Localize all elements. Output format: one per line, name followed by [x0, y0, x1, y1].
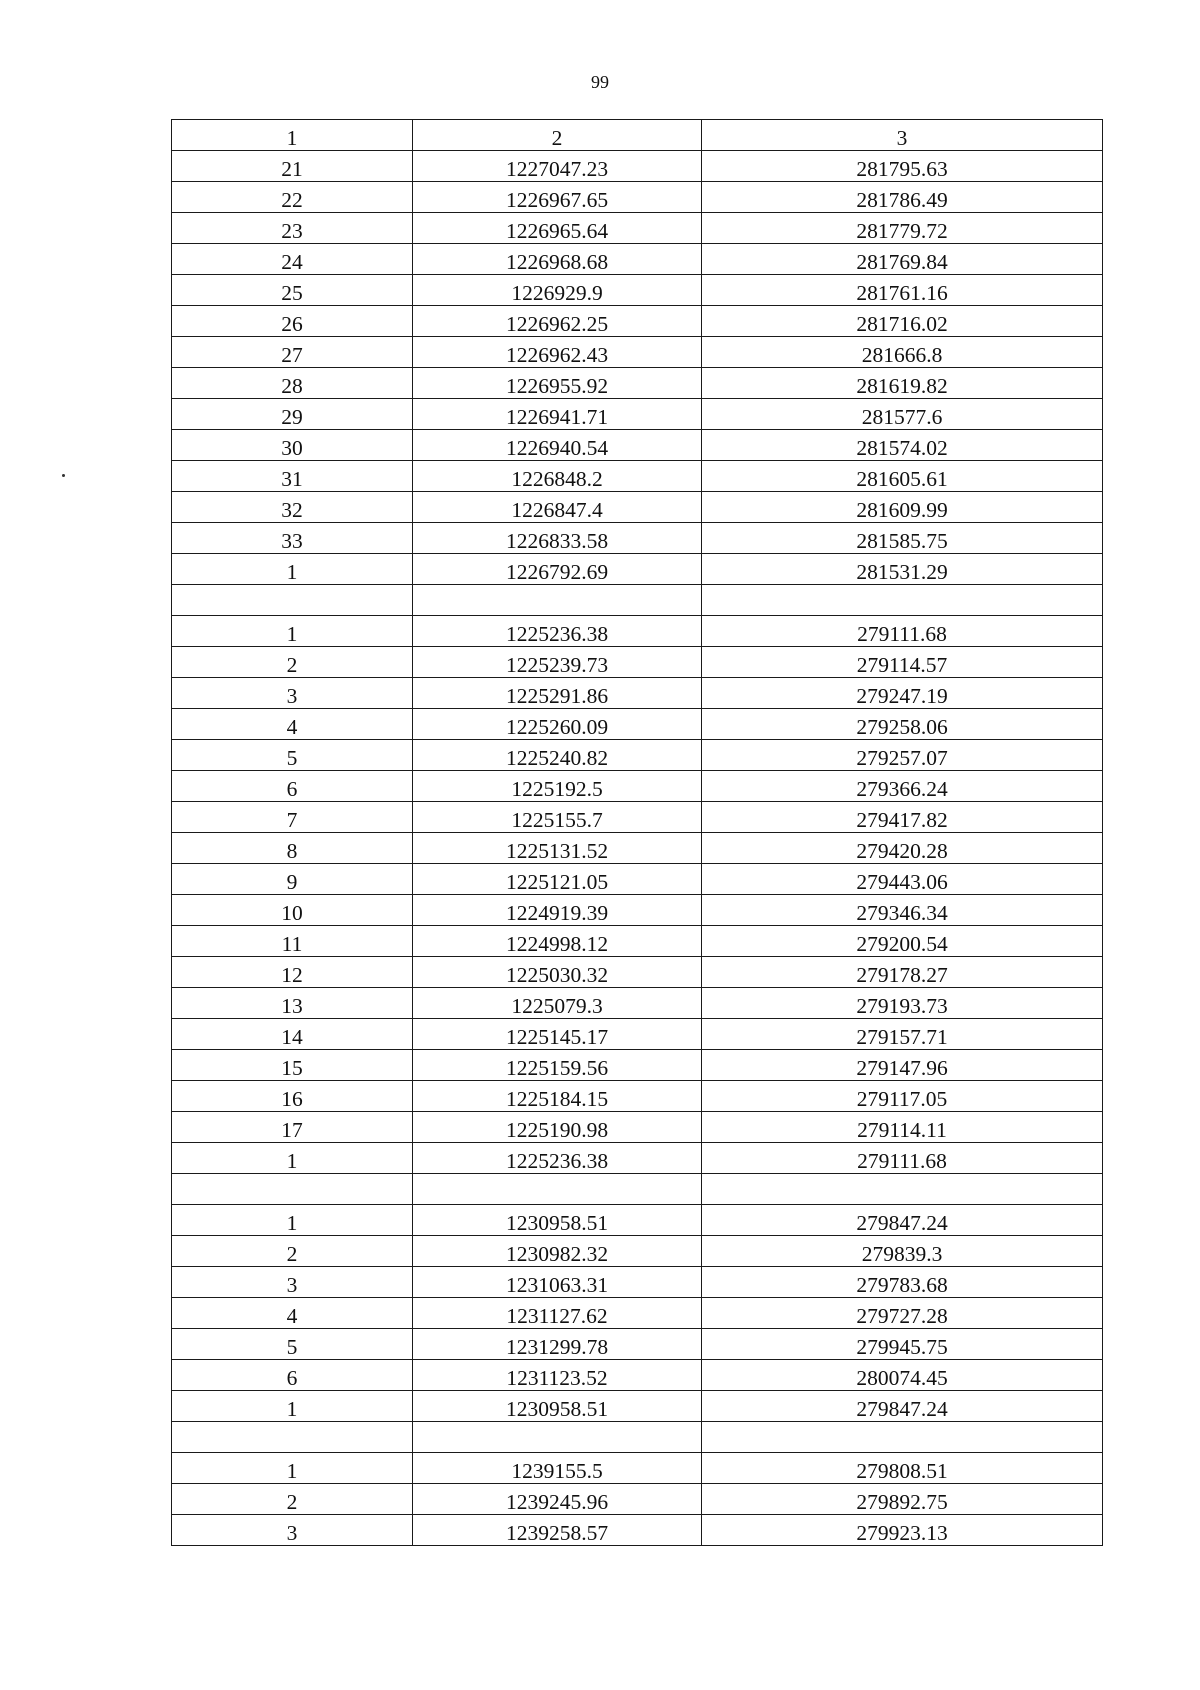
point-number-cell: 14	[172, 1019, 413, 1050]
table-row	[172, 1019, 1103, 1050]
point-number-cell: 24	[172, 244, 413, 275]
x-coordinate-cell: 1226847.4	[413, 492, 702, 523]
x-coordinate-cell: 1227047.23	[413, 151, 702, 182]
point-number-cell: 28	[172, 368, 413, 399]
point-number-cell: 23	[172, 213, 413, 244]
x-coordinate-cell: 1230958.51	[413, 1205, 702, 1236]
y-coordinate-cell	[702, 585, 1103, 616]
table-row	[172, 1267, 1103, 1298]
point-number-cell: 1	[172, 1453, 413, 1484]
x-coordinate-cell: 1231299.78	[413, 1329, 702, 1360]
x-coordinate-cell: 1226955.92	[413, 368, 702, 399]
table-row	[172, 1453, 1103, 1484]
y-coordinate-cell: 279346.34	[702, 895, 1103, 926]
x-coordinate-cell: 1226929.9	[413, 275, 702, 306]
point-number-cell: 27	[172, 337, 413, 368]
point-number-cell: 3	[172, 678, 413, 709]
y-coordinate-cell: 279111.68	[702, 1143, 1103, 1174]
x-coordinate-cell: 1230982.32	[413, 1236, 702, 1267]
y-coordinate-cell: 279157.71	[702, 1019, 1103, 1050]
point-number-cell: 3	[172, 1267, 413, 1298]
table-row	[172, 151, 1103, 182]
x-coordinate-cell: 1225190.98	[413, 1112, 702, 1143]
y-coordinate-cell: 279117.05	[702, 1081, 1103, 1112]
table-body	[172, 151, 1103, 1546]
point-number-cell: 6	[172, 1360, 413, 1391]
point-number-cell: 9	[172, 864, 413, 895]
x-coordinate-cell: 1226968.68	[413, 244, 702, 275]
x-coordinate-cell: 1231127.62	[413, 1298, 702, 1329]
y-coordinate-cell: 281605.61	[702, 461, 1103, 492]
table-row	[172, 337, 1103, 368]
x-coordinate-cell: 1225030.32	[413, 957, 702, 988]
y-coordinate-cell: 281795.63	[702, 151, 1103, 182]
y-coordinate-cell: 281574.02	[702, 430, 1103, 461]
point-number-cell: 11	[172, 926, 413, 957]
x-coordinate-cell: 1226941.71	[413, 399, 702, 430]
y-coordinate-cell: 279114.11	[702, 1112, 1103, 1143]
table-row	[172, 678, 1103, 709]
point-number-cell: 1	[172, 554, 413, 585]
y-coordinate-cell: 281531.29	[702, 554, 1103, 585]
table-row	[172, 182, 1103, 213]
table-row	[172, 709, 1103, 740]
x-coordinate-cell: 1225121.05	[413, 864, 702, 895]
table-row	[172, 1298, 1103, 1329]
x-coordinate-cell: 1226940.54	[413, 430, 702, 461]
table-row	[172, 988, 1103, 1019]
point-number-cell: 4	[172, 709, 413, 740]
table-row	[172, 740, 1103, 771]
table-header-row	[172, 120, 1103, 151]
y-coordinate-cell: 279420.28	[702, 833, 1103, 864]
table-row	[172, 1236, 1103, 1267]
point-number-cell: 7	[172, 802, 413, 833]
y-coordinate-cell	[702, 1174, 1103, 1205]
x-coordinate-cell: 1225240.82	[413, 740, 702, 771]
table-row	[172, 244, 1103, 275]
point-number-cell	[172, 1422, 413, 1453]
y-coordinate-cell: 279193.73	[702, 988, 1103, 1019]
y-coordinate-cell: 281779.72	[702, 213, 1103, 244]
table-row	[172, 1391, 1103, 1422]
table-row	[172, 957, 1103, 988]
table-row	[172, 306, 1103, 337]
table-row	[172, 864, 1103, 895]
y-coordinate-cell: 279178.27	[702, 957, 1103, 988]
point-number-cell: 1	[172, 1143, 413, 1174]
x-coordinate-cell: 1230958.51	[413, 1391, 702, 1422]
x-coordinate-cell: 1225192.5	[413, 771, 702, 802]
x-coordinate-cell: 1225159.56	[413, 1050, 702, 1081]
point-number-cell: 2	[172, 1484, 413, 1515]
y-coordinate-cell: 281786.49	[702, 182, 1103, 213]
point-number-cell: 13	[172, 988, 413, 1019]
y-coordinate-cell: 279892.75	[702, 1484, 1103, 1515]
point-number-cell: 3	[172, 1515, 413, 1546]
table-row	[172, 399, 1103, 430]
point-number-cell: 12	[172, 957, 413, 988]
x-coordinate-cell: 1225260.09	[413, 709, 702, 740]
table-row	[172, 1329, 1103, 1360]
point-number-cell: 33	[172, 523, 413, 554]
point-number-cell: 17	[172, 1112, 413, 1143]
table-row	[172, 926, 1103, 957]
y-coordinate-cell: 279417.82	[702, 802, 1103, 833]
y-coordinate-cell: 279727.28	[702, 1298, 1103, 1329]
x-coordinate-cell: 1226792.69	[413, 554, 702, 585]
y-coordinate-cell: 281761.16	[702, 275, 1103, 306]
x-coordinate-cell: 1225236.38	[413, 1143, 702, 1174]
table-row	[172, 1143, 1103, 1174]
x-coordinate-cell: 1226962.43	[413, 337, 702, 368]
point-number-cell: 31	[172, 461, 413, 492]
x-coordinate-cell	[413, 1174, 702, 1205]
y-coordinate-cell: 281577.6	[702, 399, 1103, 430]
table-row	[172, 1360, 1103, 1391]
y-coordinate-cell: 279258.06	[702, 709, 1103, 740]
y-coordinate-cell: 279200.54	[702, 926, 1103, 957]
x-coordinate-cell: 1225184.15	[413, 1081, 702, 1112]
y-coordinate-cell: 281585.75	[702, 523, 1103, 554]
point-number-cell: 1	[172, 1205, 413, 1236]
y-coordinate-cell: 281619.82	[702, 368, 1103, 399]
table-row	[172, 1484, 1103, 1515]
table-row	[172, 585, 1103, 616]
point-number-cell: 25	[172, 275, 413, 306]
header-cell-2: 2	[413, 120, 702, 151]
x-coordinate-cell	[413, 585, 702, 616]
point-number-cell: 10	[172, 895, 413, 926]
y-coordinate-cell: 279366.24	[702, 771, 1103, 802]
table-row	[172, 492, 1103, 523]
x-coordinate-cell: 1224919.39	[413, 895, 702, 926]
y-coordinate-cell: 279111.68	[702, 616, 1103, 647]
table-row	[172, 616, 1103, 647]
point-number-cell: 5	[172, 1329, 413, 1360]
x-coordinate-cell: 1224998.12	[413, 926, 702, 957]
x-coordinate-cell: 1239258.57	[413, 1515, 702, 1546]
table-row	[172, 771, 1103, 802]
y-coordinate-cell: 279808.51	[702, 1453, 1103, 1484]
table-row	[172, 213, 1103, 244]
header-cell-1: 1	[172, 120, 413, 151]
point-number-cell: 5	[172, 740, 413, 771]
y-coordinate-cell: 279147.96	[702, 1050, 1103, 1081]
coordinates-table	[171, 119, 1103, 1546]
point-number-cell: 30	[172, 430, 413, 461]
point-number-cell: 29	[172, 399, 413, 430]
table-row	[172, 833, 1103, 864]
x-coordinate-cell: 1231063.31	[413, 1267, 702, 1298]
table-row	[172, 802, 1103, 833]
point-number-cell: 22	[172, 182, 413, 213]
x-coordinate-cell: 1231123.52	[413, 1360, 702, 1391]
table-row	[172, 430, 1103, 461]
y-coordinate-cell: 279847.24	[702, 1391, 1103, 1422]
table-row	[172, 523, 1103, 554]
x-coordinate-cell: 1226967.65	[413, 182, 702, 213]
y-coordinate-cell: 279443.06	[702, 864, 1103, 895]
y-coordinate-cell: 279114.57	[702, 647, 1103, 678]
y-coordinate-cell	[702, 1422, 1103, 1453]
table-row	[172, 461, 1103, 492]
x-coordinate-cell: 1226848.2	[413, 461, 702, 492]
header-cell-3: 3	[702, 120, 1103, 151]
x-coordinate-cell: 1225079.3	[413, 988, 702, 1019]
y-coordinate-cell: 279257.07	[702, 740, 1103, 771]
y-coordinate-cell: 279247.19	[702, 678, 1103, 709]
x-coordinate-cell: 1226965.64	[413, 213, 702, 244]
point-number-cell: 2	[172, 1236, 413, 1267]
x-coordinate-cell	[413, 1422, 702, 1453]
point-number-cell: 4	[172, 1298, 413, 1329]
table-row	[172, 895, 1103, 926]
point-number-cell: 32	[172, 492, 413, 523]
y-coordinate-cell: 279839.3	[702, 1236, 1103, 1267]
x-coordinate-cell: 1239155.5	[413, 1453, 702, 1484]
table-row	[172, 1515, 1103, 1546]
table-row	[172, 275, 1103, 306]
page-number: 99	[591, 72, 609, 92]
point-number-cell: 8	[172, 833, 413, 864]
point-number-cell: 26	[172, 306, 413, 337]
y-coordinate-cell: 279783.68	[702, 1267, 1103, 1298]
scan-speck	[62, 474, 65, 477]
y-coordinate-cell: 281609.99	[702, 492, 1103, 523]
table-row	[172, 1081, 1103, 1112]
x-coordinate-cell: 1225145.17	[413, 1019, 702, 1050]
x-coordinate-cell: 1226962.25	[413, 306, 702, 337]
x-coordinate-cell: 1225155.7	[413, 802, 702, 833]
point-number-cell: 1	[172, 1391, 413, 1422]
point-number-cell: 16	[172, 1081, 413, 1112]
table-row	[172, 1050, 1103, 1081]
table-row	[172, 1112, 1103, 1143]
point-number-cell: 21	[172, 151, 413, 182]
table-row	[172, 1174, 1103, 1205]
point-number-cell: 2	[172, 647, 413, 678]
table-row	[172, 1205, 1103, 1236]
x-coordinate-cell: 1226833.58	[413, 523, 702, 554]
table-row	[172, 368, 1103, 399]
x-coordinate-cell: 1225239.73	[413, 647, 702, 678]
y-coordinate-cell: 281716.02	[702, 306, 1103, 337]
y-coordinate-cell: 280074.45	[702, 1360, 1103, 1391]
point-number-cell	[172, 585, 413, 616]
y-coordinate-cell: 281769.84	[702, 244, 1103, 275]
table-row	[172, 647, 1103, 678]
x-coordinate-cell: 1239245.96	[413, 1484, 702, 1515]
point-number-cell	[172, 1174, 413, 1205]
point-number-cell: 15	[172, 1050, 413, 1081]
point-number-cell: 6	[172, 771, 413, 802]
point-number-cell: 1	[172, 616, 413, 647]
y-coordinate-cell: 279923.13	[702, 1515, 1103, 1546]
x-coordinate-cell: 1225236.38	[413, 616, 702, 647]
x-coordinate-cell: 1225131.52	[413, 833, 702, 864]
x-coordinate-cell: 1225291.86	[413, 678, 702, 709]
table-row	[172, 1422, 1103, 1453]
y-coordinate-cell: 281666.8	[702, 337, 1103, 368]
y-coordinate-cell: 279847.24	[702, 1205, 1103, 1236]
table-row	[172, 554, 1103, 585]
y-coordinate-cell: 279945.75	[702, 1329, 1103, 1360]
